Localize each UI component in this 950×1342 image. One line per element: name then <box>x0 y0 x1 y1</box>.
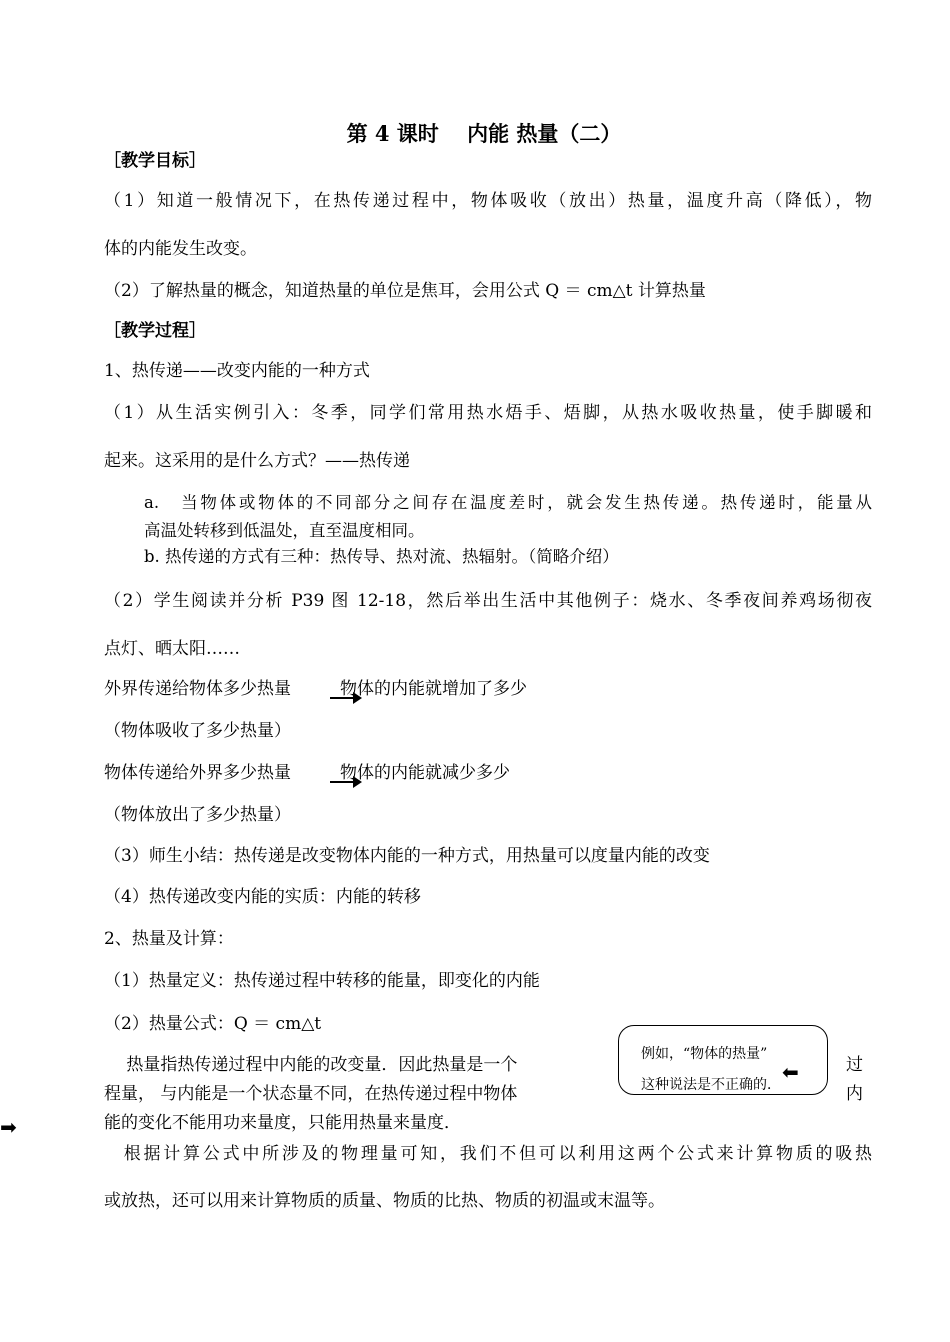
heat-paragraph-line-1: 热量指热传递过程中内能的改变量．因此热量是一个 <box>104 1055 518 1075</box>
flow-1-left: 外界传递给物体多少热量 <box>104 679 291 699</box>
section-1-4: （4）热传递改变内能的实质：内能的转移 <box>104 887 421 907</box>
sub-point-a-line-1: a. 当物体或物体的不同部分之间存在温度差时，就会发生热传递。热传递时，能量从 <box>144 493 872 512</box>
section-1-2-line-2: 点灯、晒太阳…… <box>104 639 240 659</box>
goals-heading: ［教学目标］ <box>104 151 206 171</box>
section-1-2-line-1: （2）学生阅读并分析 P39 图 12-18，然后举出生活中其他例子：烧水、冬季夜间养鸡场彻夜 <box>104 591 872 611</box>
flow-2-right: 物体的内能就减少多少 <box>340 763 510 783</box>
goal-2: （2）了解热量的概念，知道热量的单位是焦耳，会用公式 Q ＝ cm△t 计算热量 <box>104 281 706 301</box>
heat-paragraph-line-2: 程量， 与内能是一个状态量不同，在热传递过程中物体 <box>104 1084 518 1104</box>
flow-1-right: 物体的内能就增加了多少 <box>340 679 527 699</box>
section-1-3: （3）师生小结：热传递是改变物体内能的一种方式，用热量可以度量内能的改变 <box>104 846 710 866</box>
callout-line-1: 例如，“物体的热量” <box>641 1046 768 1062</box>
goal-1-line-2: 体的内能发生改变。 <box>104 239 257 259</box>
section-2-title: 2、热量及计算： <box>104 929 234 949</box>
sub-point-a-line-2: 高温处转移到低温处，直至温度相同。 <box>144 521 425 540</box>
section-2-1: （1）热量定义：热传递过程中转移的能量，即变化的内能 <box>104 971 540 991</box>
section-1-title: 1、热传递——改变内能的一种方式 <box>104 361 370 381</box>
callout-line-2: 这种说法是不正确的． <box>641 1077 781 1093</box>
sub-point-b: b. 热传递的方式有三种：热传导、热对流、热辐射。（简略介绍） <box>144 547 619 566</box>
heat-paragraph-line-1-end: 过 <box>846 1055 863 1075</box>
flow-2-note: （物体放出了多少热量） <box>104 805 291 825</box>
final-paragraph-line-2: 或放热，还可以用来计算物质的质量、物质的比热、物质的初温或末温等。 <box>104 1191 665 1211</box>
heat-paragraph-line-2-end: 内 <box>846 1084 863 1104</box>
section-2-2: （2）热量公式：Q ＝ cm△t <box>104 1014 322 1034</box>
section-1-1-line-1: （1）从生活实例引入：冬季，同学们常用热水焐手、焐脚，从热水吸收热量，使手脚暖和 <box>104 403 872 423</box>
section-1-1-line-2: 起来。这采用的是什么方式？——热传递 <box>104 451 410 471</box>
page-title: 第 4 课时 内能 热量（二） <box>346 121 622 146</box>
final-paragraph-line-1: 根据计算公式中所涉及的物理量可知，我们不但可以利用这两个公式来计算物质的吸热 <box>104 1144 872 1164</box>
right-arrow-icon: ➡ <box>0 1115 17 1139</box>
left-arrow-icon: ⬅ <box>782 1060 799 1084</box>
heat-paragraph-line-3: 能的变化不能用功来量度，只能用热量来量度． <box>104 1113 461 1133</box>
goal-1-line-1: （1）知道一般情况下，在热传递过程中，物体吸收（放出）热量，温度升高（降低），物 <box>104 191 872 211</box>
flow-1-note: （物体吸收了多少热量） <box>104 721 291 741</box>
process-heading: ［教学过程］ <box>104 321 206 341</box>
flow-2-left: 物体传递给外界多少热量 <box>104 763 291 783</box>
